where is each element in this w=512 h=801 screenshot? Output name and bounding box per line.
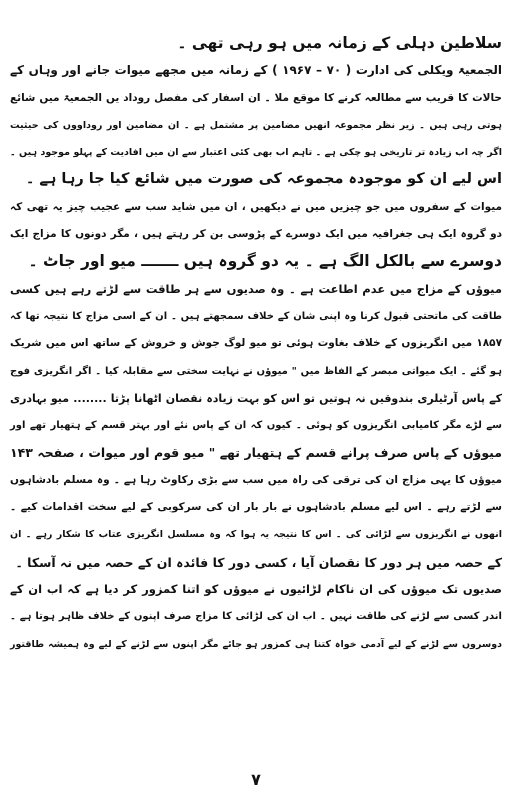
page-number: ۷ — [251, 770, 261, 789]
text-line: الجمعیۃ ویکلی کی ادارت ( ۷۰ – ۱۹۶۷ ) کے زمانہ میں مجھے میوات جانے اور وہاں کے — [10, 63, 502, 78]
text-line: حالات کا قریب سے مطالعہ کرنے کا موقع ملا ۔ ان اسفار کی مفصل روداد یں الجمعیۃ میں شائع — [10, 91, 502, 104]
text-line: کے حصہ میں ہر دور کا نقصان آیا ، کسی دور کا فائدہ ان کے حصہ میں نہ آسکا ۔ — [15, 554, 502, 570]
text-line: کے پاس آرٹیلری بندوقیں نہ ہوتیں تو اس کو بہت زیادہ نقصان اٹھانا پڑتا ........ میو بہادری — [10, 391, 502, 405]
text-line: سے لڑے مگر کامیابی انگریزوں کو ہوئی ۔ کیوں کہ ان کے پاس نئے اور بہتر قسم کے ہتھیار تھے اور — [10, 420, 502, 432]
text-line: انھوں نے انگریزوں سے لڑائی کی ۔ اس کا نتیجہ یہ ہوا کہ وہ مسلسل انگریزی عتاب کا شکار رہے ۔ ان — [10, 529, 502, 541]
text-line: دوسرے سے بالکل الگ ہے ۔ یہ دو گروہ ہیں ـــــــ میو اور جاٹ ۔ — [28, 252, 502, 271]
text-line: میوؤں کے پاس صرف پرانے قسم کے ہتھیار تھے " میو قوم اور میوات ، صفحہ ۱۴۳ — [10, 445, 502, 461]
text-line: ہو گئے ۔ ایک میواتی مبصر کے الفاظ میں " میوؤں نے نہایت سختی سے مقابلہ کیا ۔ اگر انگریزی فوج — [10, 365, 502, 377]
document-page — [8, 30, 504, 658]
text-line: طاقت کی ماتحتی قبول کرنا وہ اپنی شان کے خلاف سمجھتے ہیں ۔ ان کے اسی مزاج کا نتیجہ تھا کہ — [10, 310, 502, 322]
text-line: اس لیے ان کو موجودہ مجموعہ کی صورت میں شائع کیا جا رہا ہے ۔ — [25, 171, 502, 188]
text-line: صدیوں تک میوؤں کی ان ناکام لڑائیوں نے میوؤں کو اتنا کمزور کر دیا ہے کہ اب ان کے — [10, 581, 502, 596]
text-line: سے لڑتے رہے ۔ اس لیے مسلم بادشاہوں نے بار بار ان کی سرکوبی کے لیے سخت اقدامات کیے ۔ — [10, 501, 502, 514]
text-line: ہوتی رہی ہیں ۔ زیر نظر مجموعہ انھیں مضامین پر مشتمل ہے ۔ ان مضامین اور روداووں کی حیثیت — [10, 119, 502, 131]
text-line: سلاطین دہلی کے زمانہ میں ہو رہی تھی ۔ — [177, 34, 502, 52]
text-line: دوسروں سے لڑنے کے لیے آدمی خواہ کتنا ہی کمزور ہو جائے مگر اپنوں سے لڑنے کے لیے وہ ہمیشہ طاقتور — [10, 638, 502, 650]
text-line: میوات کے سفروں میں جو چیزیں میں نے دیکھیں ، ان میں شاید سب سے عجیب چیز یہ تھی کہ — [10, 200, 502, 213]
text-line: دو گروہ ایک ہی جغرافیہ میں ایک دوسرے کے پڑوسی بن کر رہتے ہیں ، مگر دونوں کا مزاج ایک — [10, 228, 502, 241]
text-line: میوؤں کے مزاج میں عدم اطاعت ہے ۔ وہ صدیوں سے ہر طاقت سے لڑتے رہے ہیں کسی — [10, 281, 502, 296]
text-line: میوؤں کا یہی مزاج ان کی ترقی کی راہ میں سب سے بڑی رکاوٹ رہا ہے ۔ وہ مسلم بادشاہوں — [10, 473, 502, 486]
text-line: اگر چہ اب زیادہ تر تاریخی ہو چکی ہے ۔ تاہم اب بھی کئی اعتبار سے ان میں افادیت کے پہلو موجود ہیں ۔ — [10, 147, 502, 159]
text-line: ۱۸۵۷ میں انگریزوں کے خلاف بغاوت ہوئی تو میو لوگ جوش و خروش کے ساتھ اس میں شریک — [10, 337, 502, 350]
text-line: اندر کسی سے لڑنے کی طاقت نہیں ۔ اب ان کی لڑائی کا مزاج صرف اپنوں کے خلاف ظاہر ہوتا ہے ۔ — [10, 611, 502, 623]
